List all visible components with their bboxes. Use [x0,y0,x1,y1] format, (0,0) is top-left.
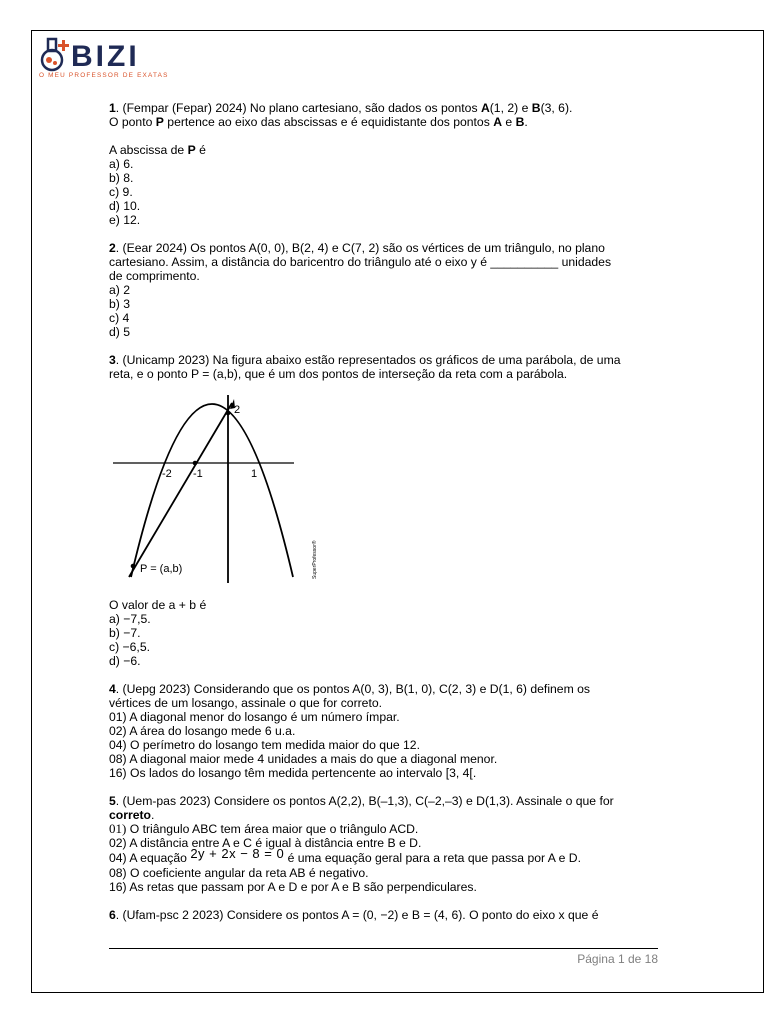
graph-label-1: 1 [251,468,258,480]
q5-line2: correto. [109,808,155,822]
graph-label-minus2: -2 [162,468,172,480]
q4-option: 16) Os lados do losango têm medida pertencente ao intervalo [3, 4[. [109,766,477,780]
q5-line1: 5. (Uem-pas 2023) Considere os pontos A(2,2), B(–1,3), C(–2,–3) e D(1,3). Assinale o que for [109,794,614,808]
q3-option: a) −7,5. [109,612,151,626]
q4-line1: 4. (Uepg 2023) Considerando que os pontos A(0, 3), B(1, 0), C(2, 3) e D(1, 6) definem os [109,682,590,696]
q1-question: A abscissa de P é [109,143,206,157]
q1-option: a) 6. [109,157,134,171]
document-body [109,101,669,922]
graph-watermark: SuperProfessor® [312,540,318,579]
q1-option: e) 12. [109,213,141,227]
point-2-marker [226,411,231,416]
q5-option: 04) A equação 2y + 2x − 8 = 0 é uma equação geral para a reta que passa por A e D. [109,846,581,865]
q5-option: 01) O triângulo ABC tem área maior que o triângulo ACD. [109,821,419,836]
q4-line2: vértices de um losango, assinale o que for correto. [109,696,383,710]
q3-option: b) −7. [109,626,141,640]
q2-option: c) 4 [109,311,130,325]
graph-label-minus1: -1 [193,468,203,480]
graph-label-p: P = (a,b) [140,563,183,575]
footer-divider [109,948,658,949]
q2-line3: de comprimento. [109,269,200,283]
point-minus1-marker [193,461,198,466]
q1-line2: O ponto P pertence ao eixo das abscissas e é equidistante dos pontos A e B. [109,115,528,129]
q2-line2: cartesiano. Assim, a distância do baricentro do triângulo até o eixo y é __________ unidades [109,255,612,269]
equation: 2y + 2x − 8 = 0 [190,846,285,861]
q3-option: d) −6. [109,654,141,668]
q4-option: 01) A diagonal menor do losango é um número ímpar. [109,710,400,724]
q1-option: d) 10. [109,199,141,213]
q5-option: 16) As retas que passam por A e D e por A e B são perpendiculares. [109,880,477,894]
brand-tagline: O MEU PROFESSOR DE EXATAS [39,72,169,79]
q3-line1: 3. (Unicamp 2023) Na figura abaixo estão representados os gráficos de uma parábola, de uma [109,353,621,367]
parabola-curve [131,404,293,577]
q2-option: a) 2 [109,283,131,297]
q2-line1: 2. (Eear 2024) Os pontos A(0, 0), B(2, 4) e C(7, 2) são os vértices de um triângulo, no plano [109,241,605,255]
q3-question: O valor de a + b é [109,598,207,612]
q2-option: d) 5 [109,325,131,339]
parabola-line-graph [109,389,324,589]
q5-option: 02) A distância entre A e C é igual à distância entre B e D. [109,836,422,850]
graph-label-2: 2 [234,404,241,416]
q3-option: c) −6,5. [109,640,150,654]
q1-line1: 1. (Fempar (Fepar) 2024) No plano cartesiano, são dados os pontos A(1, 2) e B(3, 6). [109,101,573,115]
q1-option: c) 9. [109,185,133,199]
point-p-marker [131,564,136,569]
q4-option: 04) O perímetro do losango tem medida maior do que 12. [109,738,420,752]
q5-option: 08) O coeficiente angular da reta AB é negativo. [109,866,369,880]
q4-option: 02) A área do losango mede 6 u.a. [109,724,296,738]
page-number: Página 1 de 18 [577,952,658,966]
q2-option: b) 3 [109,297,131,311]
q3-line2: reta, e o ponto P = (a,b), que é um dos pontos de interseção da reta com a parábola. [109,367,568,381]
q6-line1: 6. (Ufam-psc 2 2023) Considere os pontos A = (0, −2) e B = (4, 6). O ponto do eixo x que é [109,908,599,922]
q1-option: b) 8. [109,171,134,185]
q4-option: 08) A diagonal maior mede 4 unidades a mais do que a diagonal menor. [109,752,498,766]
flask-icon [37,36,71,72]
brand-logo [37,36,177,82]
brand-name: BIZI [71,40,140,73]
